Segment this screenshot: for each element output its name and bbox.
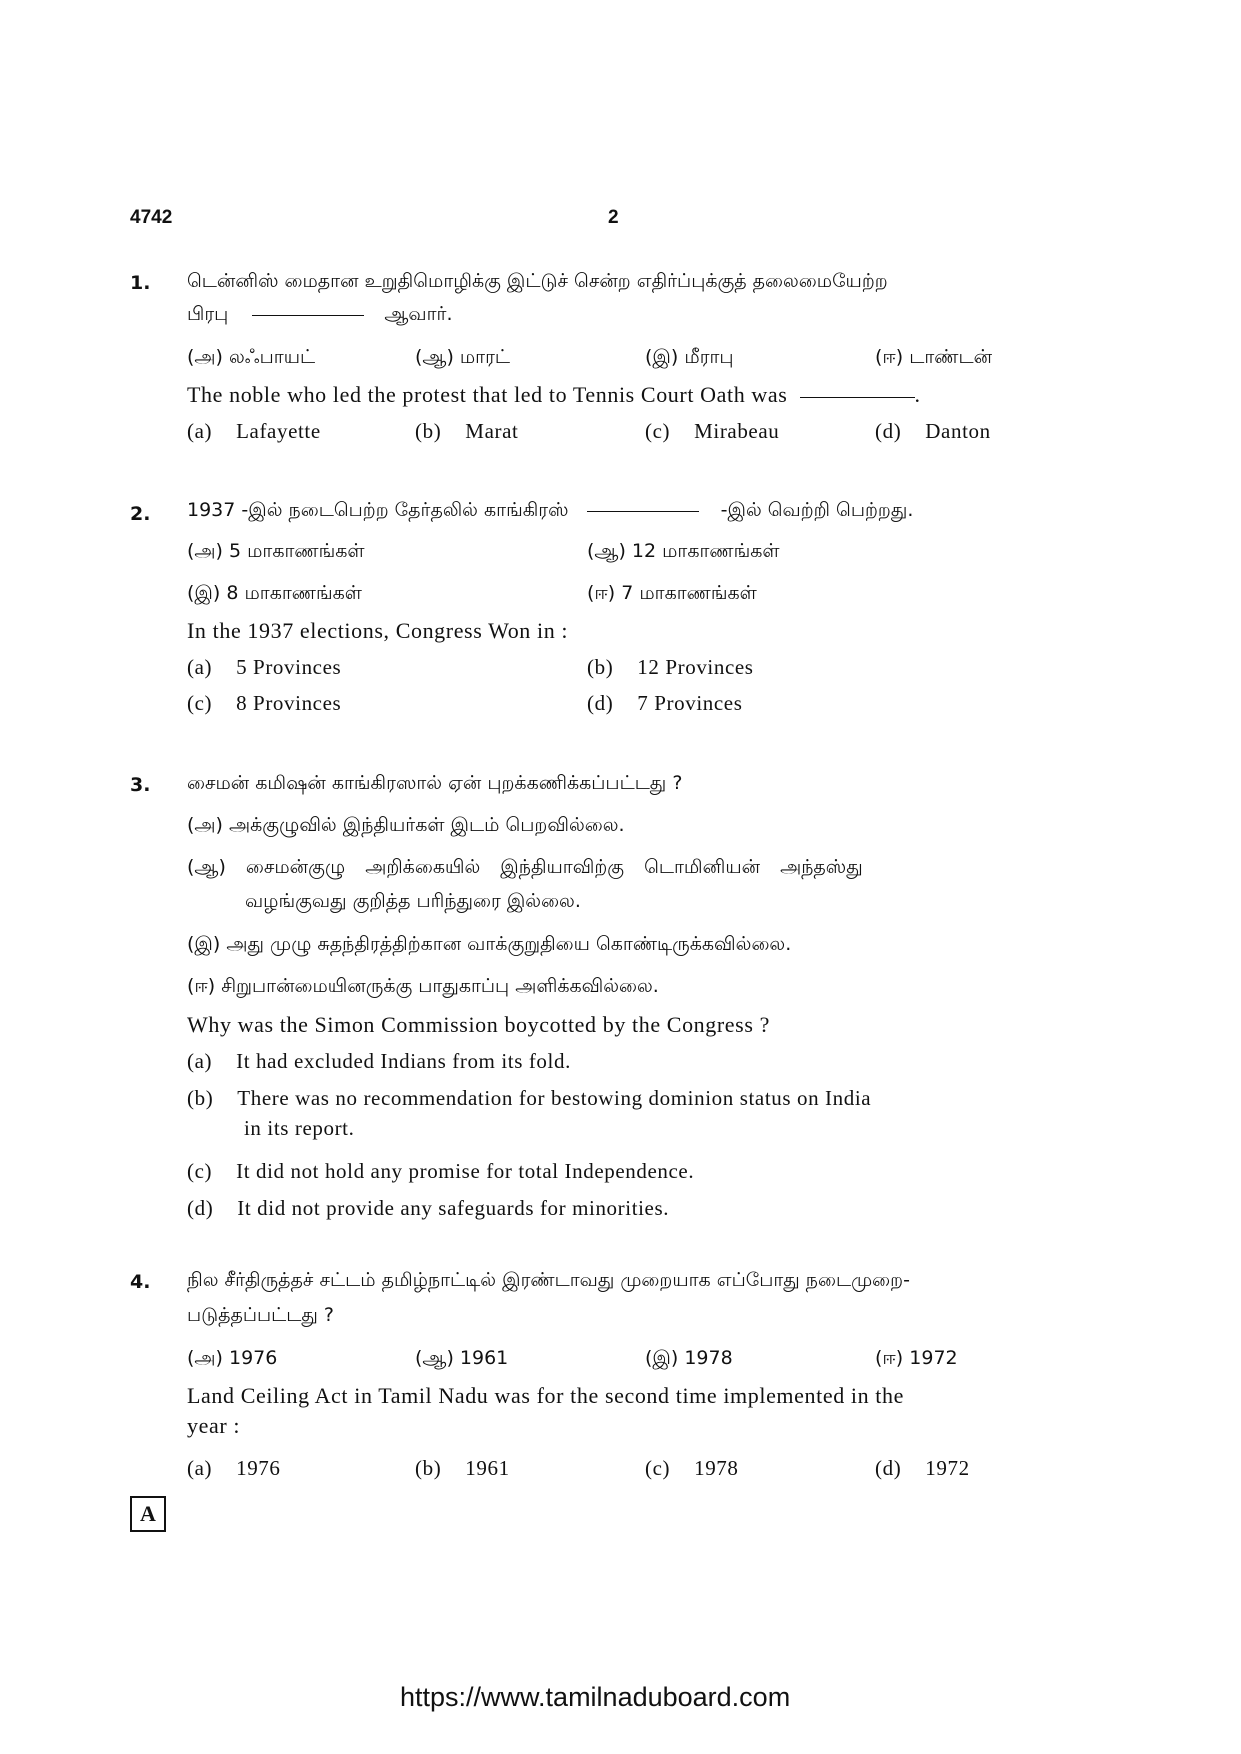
english-option-d: (d) 1972 bbox=[875, 1456, 970, 1480]
booklet-series-box: A bbox=[130, 1496, 166, 1532]
tamil-option-1: (அ) 5 மாகாணங்கள் bbox=[187, 540, 365, 562]
question-text-tamil: சைமன் கமிஷன் காங்கிரஸால் ஏன் புறக்கணிக்கப்பட்டது ? bbox=[187, 772, 683, 794]
tamil-option-2-line2: வழங்குவது குறித்த பரிந்துரை இல்லை. bbox=[245, 890, 581, 912]
question-text-tamil: 1937 -இல் நடைபெற்ற தேர்தலில் காங்கிரஸ் -இல் வெற்றி பெற்றது. bbox=[187, 499, 914, 521]
question-text-english: Land Ceiling Act in Tamil Nadu was for the second time implemented in the bbox=[187, 1383, 904, 1408]
tamil-option-3: (இ) 8 மாகாணங்கள் bbox=[187, 582, 362, 604]
english-option-b: (b) 12 Provinces bbox=[587, 655, 754, 679]
tamil-option-3: (இ) 1978 bbox=[645, 1347, 733, 1369]
answer-blank bbox=[800, 396, 915, 398]
question-text-english: Why was the Simon Commission boycotted by the Congress ? bbox=[187, 1012, 770, 1037]
tamil-option-3: (இ) அது முழு சுதந்திரத்திற்கான வாக்குறுதியை கொண்டிருக்கவில்லை. bbox=[187, 933, 792, 955]
answer-blank bbox=[252, 314, 364, 316]
question-text-tamil: டென்னிஸ் மைதான உறுதிமொழிக்கு இட்டுச் சென்ற எதிர்ப்புக்குத் தலைமையேற்ற bbox=[187, 270, 888, 292]
english-option-a: (a) Lafayette bbox=[187, 419, 321, 443]
english-option-c: (c) It did not hold any promise for total Independence. bbox=[187, 1159, 695, 1183]
english-option-b: (b) There was no recommendation for bestowing dominion status on India bbox=[187, 1086, 872, 1110]
english-option-a: (a) 5 Provinces bbox=[187, 655, 342, 679]
paper-code: 4742 bbox=[130, 207, 173, 228]
tamil-option-4: (ஈ) சிறுபான்மையினருக்கு பாதுகாப்பு அளிக்கவில்லை. bbox=[187, 975, 659, 997]
tamil-option-4: (ஈ) 7 மாகாணங்கள் bbox=[587, 582, 757, 604]
tamil-option-2: (ஆ) மாரட் bbox=[415, 346, 511, 368]
question-text-tamil: நில சீர்திருத்தச் சட்டம் தமிழ்நாட்டில் இரண்டாவது முறையாக எப்போது நடைமுறை- bbox=[187, 1269, 910, 1291]
answer-blank bbox=[587, 510, 699, 512]
english-option-c: (c) Mirabeau bbox=[645, 419, 780, 443]
english-option-a: (a) 1976 bbox=[187, 1456, 281, 1480]
english-option-d: (d) It did not provide any safeguards for minorities. bbox=[187, 1196, 670, 1220]
tamil-option-2: (ஆ) 1961 bbox=[415, 1347, 509, 1369]
question-number: 4. bbox=[130, 1271, 151, 1293]
tamil-option-4: (ஈ) டாண்டன் bbox=[875, 346, 993, 368]
question-text-tamil-line2: படுத்தப்பட்டது ? bbox=[187, 1304, 334, 1326]
tamil-option-1: (அ) 1976 bbox=[187, 1347, 278, 1369]
question-text-tamil-line2: பிரபு ஆவார். bbox=[187, 303, 453, 325]
question-text-english-line2: year : bbox=[187, 1413, 241, 1438]
english-option-b: (b) 1961 bbox=[415, 1456, 510, 1480]
page-number: 2 bbox=[608, 207, 619, 228]
english-option-d: (d) 7 Provinces bbox=[587, 691, 743, 715]
question-text-english: In the 1937 elections, Congress Won in : bbox=[187, 618, 569, 643]
tamil-option-2: (ஆ) 12 மாகாணங்கள் bbox=[587, 540, 780, 562]
english-option-a: (a) It had excluded Indians from its fold. bbox=[187, 1049, 571, 1073]
english-option-d: (d) Danton bbox=[875, 419, 991, 443]
question-number: 2. bbox=[130, 503, 151, 525]
question-text-english: The noble who led the protest that led to Tennis Court Oath was . bbox=[187, 382, 921, 407]
tamil-option-4: (ஈ) 1972 bbox=[875, 1347, 958, 1369]
english-option-b: (b) Marat bbox=[415, 419, 519, 443]
question-number: 3. bbox=[130, 774, 151, 796]
english-option-c: (c) 8 Provinces bbox=[187, 691, 342, 715]
tamil-option-3: (இ) மீராபு bbox=[645, 346, 734, 368]
tamil-option-1: (அ) அக்குழுவில் இந்தியர்கள் இடம் பெறவில்லை. bbox=[187, 814, 625, 836]
english-option-b-line2: in its report. bbox=[244, 1116, 355, 1140]
question-number: 1. bbox=[130, 272, 151, 294]
tamil-option-2: (ஆ) சைமன்குழு அறிக்கையில் இந்தியாவிற்கு டொமினியன் அந்தஸ்து bbox=[187, 856, 863, 878]
english-option-c: (c) 1978 bbox=[645, 1456, 739, 1480]
footer-url[interactable]: https://www.tamilnaduboard.com bbox=[400, 1682, 791, 1712]
tamil-option-1: (அ) லஃபாயட் bbox=[187, 346, 316, 368]
